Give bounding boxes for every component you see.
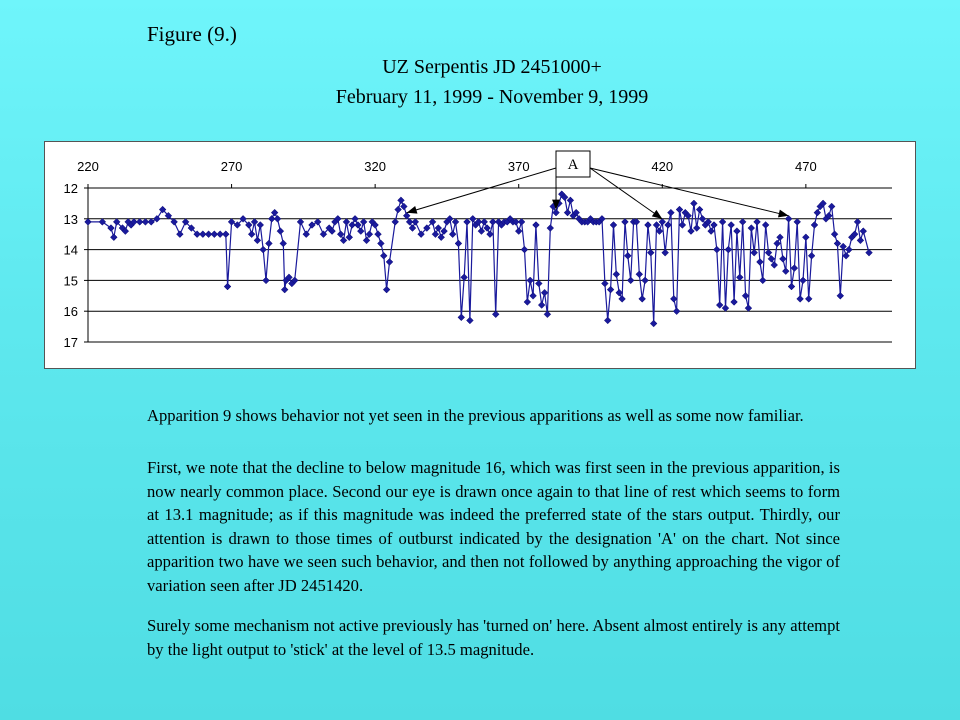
data-point (224, 283, 231, 290)
data-point (791, 265, 798, 272)
chart-subtitle: February 11, 1999 - November 9, 1999 (335, 86, 649, 108)
data-point (696, 206, 703, 213)
data-point (432, 231, 439, 238)
data-point (395, 206, 402, 213)
data-point (176, 231, 183, 238)
data-point (668, 209, 675, 216)
data-point (518, 218, 525, 225)
data-point (154, 215, 161, 222)
data-point (524, 299, 531, 306)
data-point (771, 262, 778, 269)
data-point (722, 305, 729, 312)
data-point (831, 231, 838, 238)
annotation-arrowhead (652, 210, 662, 219)
data-point (541, 289, 548, 296)
data-point (409, 225, 416, 232)
data-point (392, 218, 399, 225)
data-point (642, 277, 649, 284)
data-point (659, 218, 666, 225)
data-point (846, 246, 853, 253)
data-point (699, 215, 706, 222)
data-point (690, 200, 697, 207)
data-point (458, 314, 465, 321)
data-point (386, 259, 393, 266)
paragraph-3: Surely some mechanism not active previously has 'turned on' here. Absent almost entirely is any attempt by the light output to 'stick' at the level of 13.5 magnitude. (147, 616, 840, 659)
data-point (484, 225, 491, 232)
data-point (403, 212, 410, 219)
data-point (751, 249, 758, 256)
data-point (85, 218, 92, 225)
data-point (693, 225, 700, 232)
data-point (281, 286, 288, 293)
data-point (794, 218, 801, 225)
data-point (866, 249, 873, 256)
data-point (745, 305, 752, 312)
data-point (601, 280, 608, 287)
figure-label: Figure (9.) (147, 22, 237, 46)
x-tick-label: 370 (507, 159, 530, 174)
annotation-arrow (590, 168, 789, 216)
data-point (716, 302, 723, 309)
data-point (754, 218, 761, 225)
data-point (805, 295, 812, 302)
data-point (567, 197, 574, 204)
data-point (610, 222, 617, 229)
data-point (797, 295, 804, 302)
data-point (688, 228, 695, 235)
data-point (538, 302, 545, 309)
data-point (607, 286, 614, 293)
data-point (731, 299, 738, 306)
data-point (449, 231, 456, 238)
data-point (222, 231, 229, 238)
data-point (785, 215, 792, 222)
x-tick-label: 470 (795, 159, 817, 174)
data-point (673, 308, 680, 315)
data-point (636, 271, 643, 278)
data-point (260, 246, 267, 253)
y-tick-label: 13 (63, 211, 78, 227)
data-point (768, 255, 775, 262)
data-point (441, 228, 448, 235)
y-tick-label: 17 (63, 335, 78, 350)
data-point (828, 203, 835, 210)
data-point (309, 222, 316, 229)
x-tick-label: 270 (220, 159, 243, 174)
data-point (469, 215, 476, 222)
annotation-arrow (407, 168, 556, 213)
data-point (782, 268, 789, 275)
data-point (148, 218, 155, 225)
data-point (711, 222, 718, 229)
x-tick-label: 320 (364, 159, 386, 174)
data-point (357, 228, 364, 235)
data-point (627, 277, 634, 284)
annotation-label: A (567, 157, 579, 173)
data-point (676, 206, 683, 213)
data-point (257, 222, 264, 229)
data-point (263, 277, 270, 284)
data-point (742, 292, 749, 299)
y-tick-label: 14 (63, 242, 78, 258)
data-point (280, 240, 287, 247)
data-point (854, 218, 861, 225)
data-point (639, 295, 646, 302)
data-point (527, 277, 534, 284)
chart-container (44, 141, 916, 369)
data-point (110, 234, 117, 241)
data-point (788, 283, 795, 290)
data-point (774, 240, 781, 247)
data-point (478, 228, 485, 235)
annotation-arrowhead (407, 206, 418, 214)
data-point (337, 231, 344, 238)
data-point (662, 249, 669, 256)
data-point (670, 295, 677, 302)
data-point (650, 320, 657, 327)
data-point (840, 243, 847, 250)
data-point (808, 252, 815, 259)
data-point (521, 246, 528, 253)
chart-title: UZ Serpentis JD 2451000+ (382, 56, 602, 78)
annotation-arrow (590, 168, 662, 219)
data-point (553, 209, 560, 216)
data-point (492, 311, 499, 318)
data-point (303, 231, 310, 238)
data-point (375, 231, 382, 238)
data-point (248, 231, 255, 238)
data-point (487, 231, 494, 238)
data-point (346, 234, 353, 241)
data-point (452, 218, 459, 225)
data-point (647, 249, 654, 256)
data-point (613, 271, 620, 278)
annotation-arrowhead (778, 210, 789, 218)
data-point (757, 259, 764, 266)
data-point (467, 317, 474, 324)
data-point (383, 286, 390, 293)
y-tick-label: 16 (63, 304, 78, 320)
data-point (564, 209, 571, 216)
data-point (380, 252, 387, 259)
data-point (535, 280, 542, 287)
data-point (713, 246, 720, 253)
data-point (759, 277, 766, 284)
y-tick-label: 15 (63, 273, 78, 289)
data-point (800, 277, 807, 284)
data-point (679, 222, 686, 229)
data-point (616, 289, 623, 296)
data-point (343, 218, 350, 225)
data-point (765, 249, 772, 256)
data-point (734, 228, 741, 235)
data-point (254, 237, 261, 244)
data-point (297, 218, 304, 225)
data-point (266, 240, 273, 247)
paragraph-1: Apparition 9 shows behavior not yet seen in the previous apparitions as well as some now familiar. (147, 406, 804, 425)
data-point (719, 218, 726, 225)
data-point (360, 218, 367, 225)
data-point (802, 234, 809, 241)
data-point (366, 231, 373, 238)
data-point (274, 215, 281, 222)
data-point (837, 292, 844, 299)
data-point (271, 209, 278, 216)
data-point (438, 234, 445, 241)
data-point (762, 222, 769, 229)
data-point (464, 218, 471, 225)
data-point (277, 228, 284, 235)
data-point (455, 240, 462, 247)
light-curve-chart (45, 142, 915, 368)
y-tick-label: 12 (63, 181, 78, 196)
data-point (622, 218, 629, 225)
data-point (314, 218, 321, 225)
data-point (748, 225, 755, 232)
data-point (777, 234, 784, 241)
data-point (860, 228, 867, 235)
data-point (400, 203, 407, 210)
data-point (624, 252, 631, 259)
data-point (725, 246, 732, 253)
data-point (355, 222, 362, 229)
data-point (515, 228, 522, 235)
data-point (481, 218, 488, 225)
data-point (461, 274, 468, 281)
data-point (435, 225, 442, 232)
data-point (739, 218, 746, 225)
data-point (834, 240, 841, 247)
data-point (619, 295, 626, 302)
data-point (604, 317, 611, 324)
data-point (352, 215, 359, 222)
data-point (779, 255, 786, 262)
data-point (398, 197, 405, 204)
x-tick-label: 420 (651, 159, 674, 174)
data-point (656, 228, 663, 235)
data-point (708, 228, 715, 235)
data-point (377, 240, 384, 247)
data-point (340, 237, 347, 244)
data-point (665, 222, 672, 229)
data-point (533, 222, 540, 229)
data-point (228, 218, 235, 225)
paragraph-2: First, we note that the decline to below magnitude 16, which was first seen in the previous apparition, is now nearly common place. Second our eye is drawn once again to that line of rest which seems to form at 13.1 magnitude; as if this magnitude was indeed the preferred state of the stars output. Thirdly, our attention is drawn to those times of outburst indicated by the designation 'A' on the chart. Not since apparition two have we seen such behavior, and then not followed by anything approaching the vigor of variation seen after JD 2451420. (147, 458, 840, 595)
data-point (811, 222, 818, 229)
data-point (251, 218, 258, 225)
data-point (653, 222, 660, 229)
data-point (544, 311, 551, 318)
data-point (857, 237, 864, 244)
data-point (645, 222, 652, 229)
x-tick-label: 220 (77, 159, 99, 174)
data-point (814, 209, 821, 216)
data-point (728, 222, 735, 229)
series-line (88, 194, 869, 323)
data-point (412, 218, 419, 225)
data-point (736, 274, 743, 281)
data-point (363, 237, 370, 244)
data-point (843, 252, 850, 259)
data-point (530, 292, 537, 299)
data-point (547, 225, 554, 232)
